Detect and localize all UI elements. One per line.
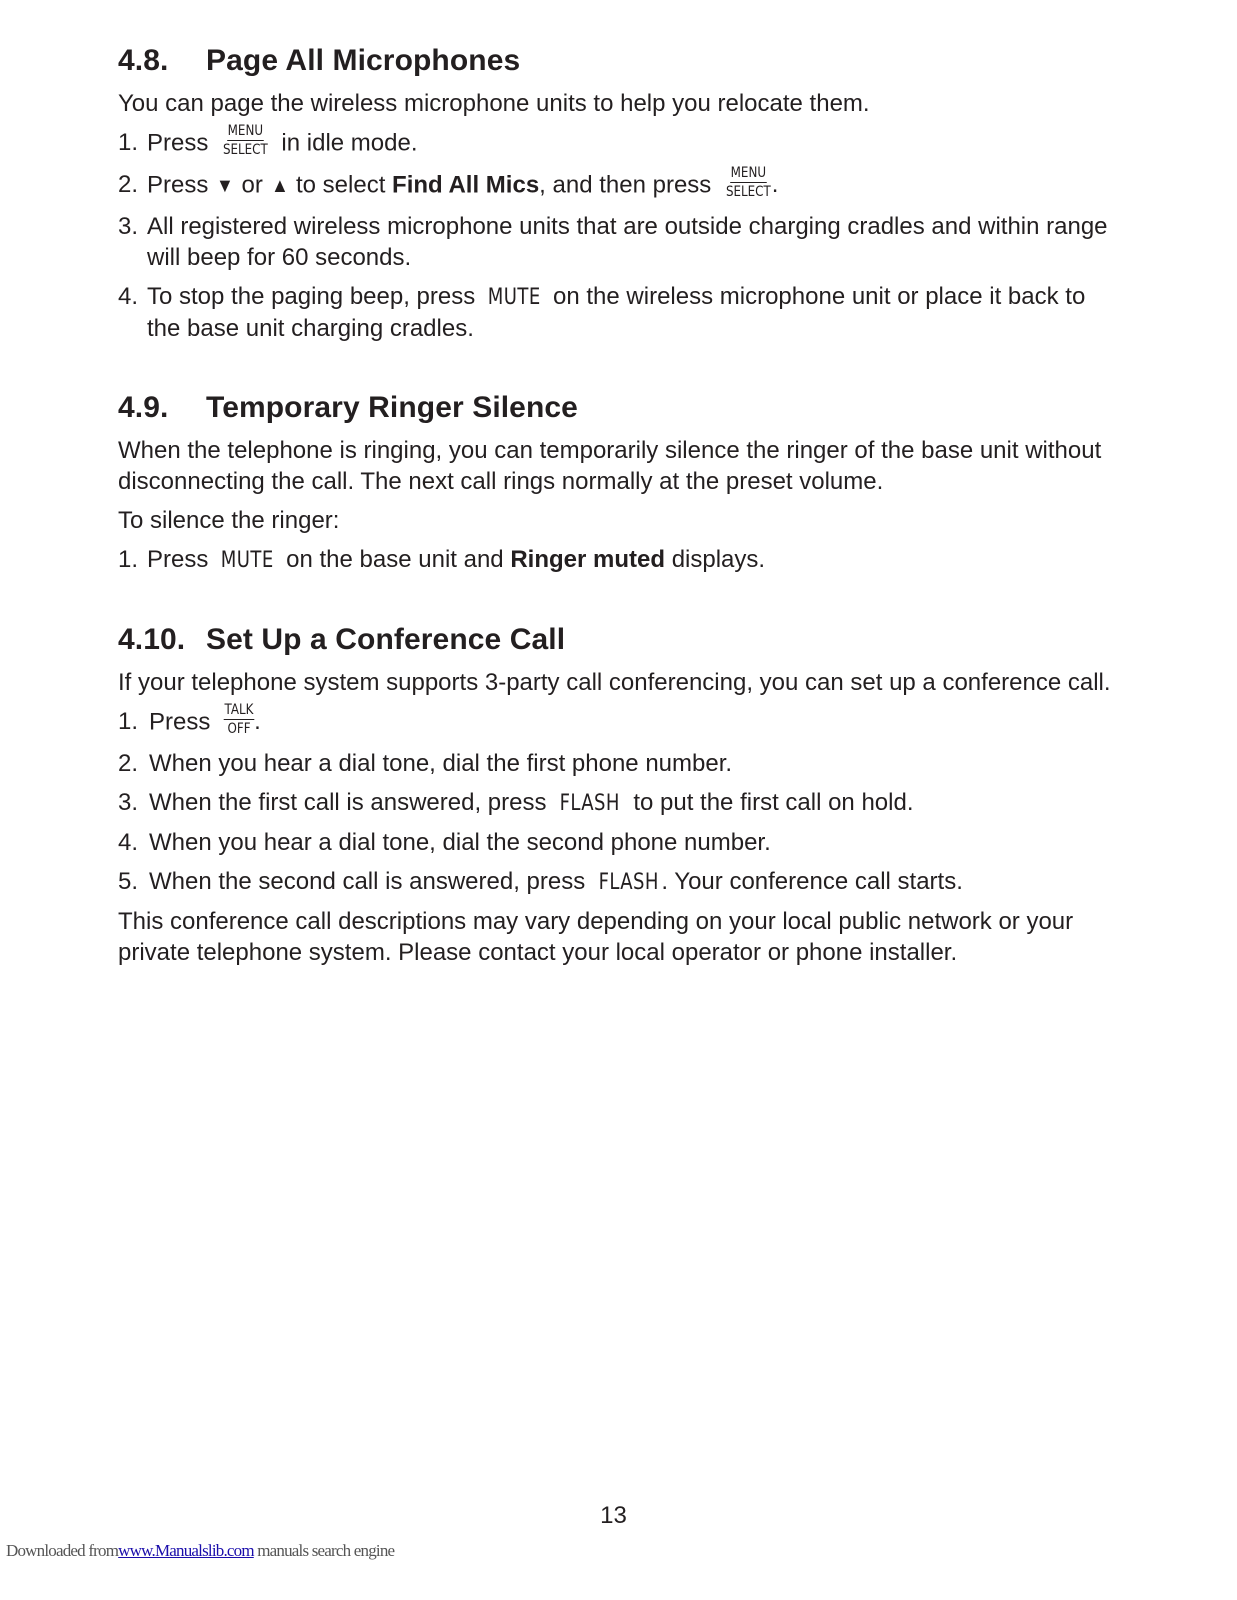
step-number: 1. [118,708,139,735]
menu-option-name: Find All Mics [392,171,540,199]
key-top-label: TALK [224,702,254,718]
step-text: on the wireless microphone unit or place it back to the base unit charging cradles. [147,283,1086,342]
step-text: . [254,708,261,736]
section-title: Page All Microphones [206,44,521,77]
step-text: . Your conference call starts. [661,868,963,895]
step-text: To stop the paging beep, press [147,283,476,310]
section-title: Set Up a Conference Call [206,623,566,656]
step-text: displays. [671,546,766,573]
mute-key-label: MUTE [220,548,274,573]
step-text: Press [147,546,209,573]
step-number: 2. [118,750,139,777]
key-top-label: MENU [227,123,264,139]
step-text: When the second call is answered, press [149,868,586,895]
step-number: 1. [118,129,139,156]
talk-off-key-icon [224,703,255,737]
step-number: 3. [118,789,139,816]
step-text: , and then press [539,171,712,199]
step-number: 2. [118,171,139,198]
section-heading [118,619,1118,661]
step-item [118,211,1118,273]
section-intro: If your telephone system supports 3-party call conferencing, you can set up a conference call. [118,669,1111,696]
step-text: to select [295,171,386,199]
steps-list [118,123,1118,344]
step-text: When you hear a dial tone, dial the second phone number. [149,829,771,856]
up-arrow-icon: ▲ [270,175,289,198]
step-text: Press [149,708,211,736]
step-item [118,123,1118,161]
steps-list [118,544,1118,576]
step-number: 4. [118,829,139,856]
section-intro: When the telephone is ringing, you can temporarily silence the ringer of the base unit without disconnecting the call. The next call rings normally at the preset volume. [118,437,1102,495]
mute-key-label: MUTE [487,285,541,310]
step-item [118,702,1118,740]
section-temporary-ringer-silence [118,387,1118,576]
download-footer [6,1541,394,1561]
step-text: Press [147,129,209,157]
key-bottom-label: SELECT [725,184,771,200]
step-item [118,827,1118,858]
step-item [118,165,1118,203]
section-number: 4.9. [118,391,169,424]
section-page-all-microphones [118,40,1118,344]
section-note: This conference call descriptions may vary depending on your local public network or your private telephone system. Please contact your local operator or phone installer. [118,908,1074,966]
step-number: 4. [118,283,139,310]
step-item [118,544,1118,576]
flash-key-label: FLASH [559,791,621,816]
key-bottom-label: SELECT [222,142,268,158]
down-arrow-icon: ▼ [216,175,234,198]
section-heading [118,40,1118,82]
step-item [118,787,1118,819]
section-lead: To silence the ringer: [118,507,340,534]
step-text: on the base unit and [286,546,504,573]
step-text: When you hear a dial tone, dial the first phone number. [149,750,733,777]
flash-key-label: FLASH [598,870,659,895]
manual-page [118,40,1118,968]
step-text: . [771,171,779,199]
section-title: Temporary Ringer Silence [206,391,578,424]
key-bottom-label: OFF [227,721,251,737]
page-number: 13 [600,1502,627,1529]
manualslib-link[interactable]: www.Manualslib.com [118,1541,254,1560]
step-item [118,281,1118,344]
section-conference-call [118,619,1118,968]
step-number: 5. [118,868,139,895]
footer-suffix: manuals search engine [257,1541,395,1560]
display-message: Ringer muted [510,546,666,573]
menu-select-key-icon [726,166,771,200]
step-text: All registered wireless microphone units that are outside charging cradles and within range will beep for 60 seconds. [147,213,1108,271]
section-heading [118,387,1118,429]
step-item [118,866,1118,898]
section-number: 4.8. [118,44,169,77]
step-number: 1. [118,546,139,573]
menu-select-key-icon [223,124,268,158]
step-text: in idle mode. [281,129,418,157]
step-text: Press [147,171,209,199]
key-top-label: MENU [730,165,767,181]
step-text: When the first call is answered, press [149,789,547,816]
step-text: or [241,171,263,199]
section-intro: You can page the wireless microphone units to help you relocate them. [118,90,870,117]
step-text: to put the first call on hold. [633,789,914,816]
step-item [118,748,1118,779]
steps-list [118,702,1118,898]
section-number: 4.10. [118,623,186,656]
step-number: 3. [118,213,139,240]
footer-prefix: Downloaded from [6,1541,119,1560]
